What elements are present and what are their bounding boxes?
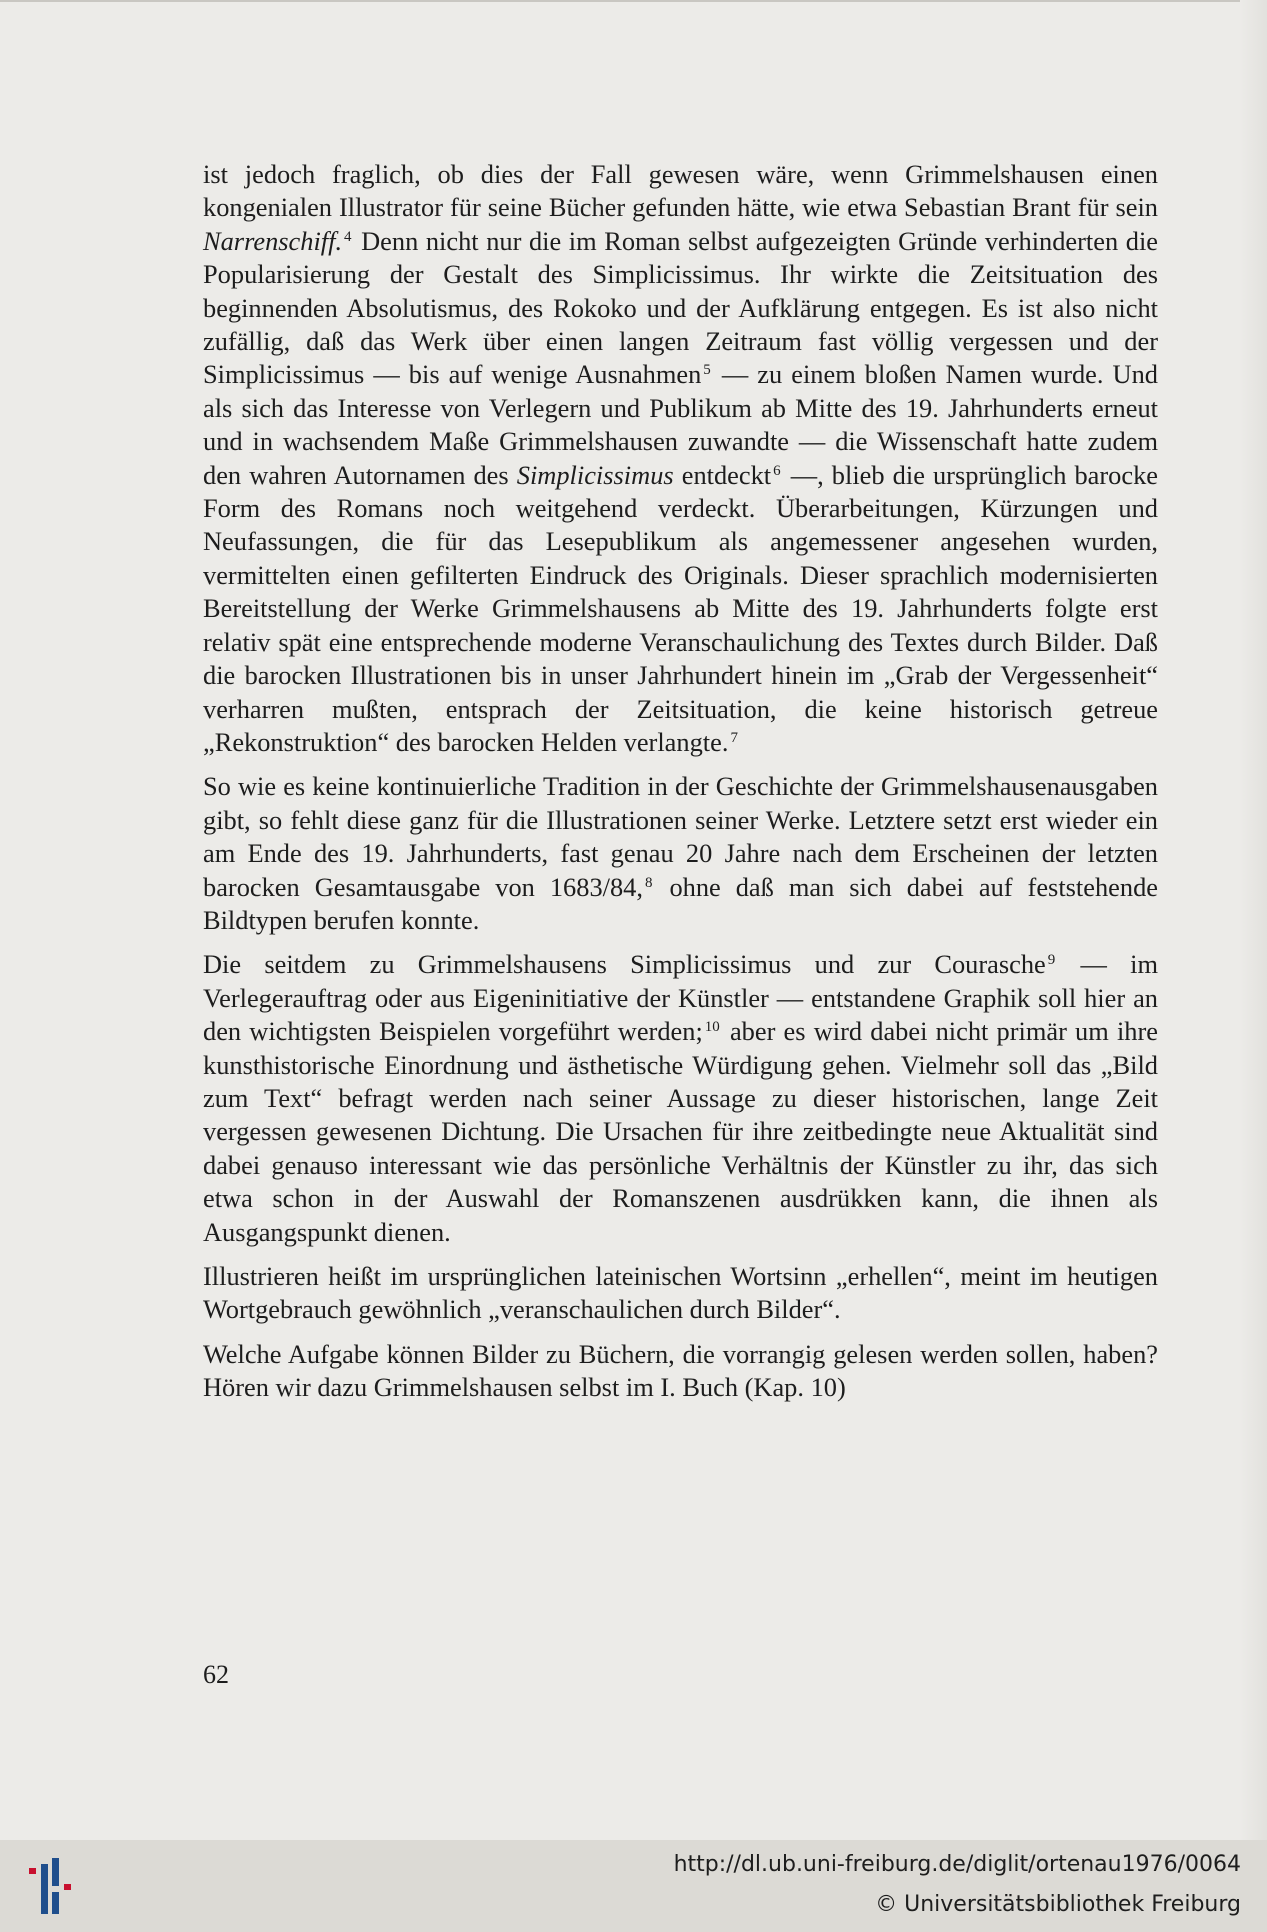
text-run: So wie es keine kontinuierliche Tradition in der Geschichte der Grimmelshausenausgaben gibt, so fehlt diese ganz für die Illustrationen seiner Werke. Letztere setzt erst wieder ein am Ende des 19. Jahrhunderts, fast genau 20 Jahre nach dem Erscheinen der letzten barocken Gesamtausgabe von 1683/84,	[203, 771, 1158, 902]
text-run: Denn nicht nur die im Roman selbst aufgezeigten Gründe verhinderten die Popularisierung der Gestalt des Simplicissimus. Ihr wirkte die Zeitsituation des beginnenden Absolutismus, des Rokoko und der Aufklärung entgegen. Es ist also nicht zufällig, daß das Werk über einen langen Zeitraum fast völlig vergessen und der Simplicissimus — bis auf wenige Ausnahmen	[203, 225, 1158, 390]
paragraph	[203, 770, 1158, 937]
text-run: aber es wird dabei nicht primär um ihre kunsthistorische Einordnung und ästhetische Würdigung gehen. Vielmehr soll das „Bild zum Text“ befragt werden nach seiner Aussage zu dieser historischen, lange Zeit vergessen gewesenen Dichtung. Die Ursachen für ihre zeitbedingte neue Aktualität sind dabei genauso interessant wie das persönliche Verhältnis der Künstler zu ihr, das sich etwa schon in der Auswahl der Romanszenen ausdrükken kann, die ihnen als Ausgangspunkt dienen.	[203, 1016, 1158, 1247]
italic-title: Narrenschiff.	[203, 225, 343, 256]
text-run: Die seitdem zu Grimmelshausens Simplicissimus und zur Courasche	[203, 949, 1046, 980]
text-run: Welche Aufgabe können Bilder zu Büchern, die vorrangig gelesen werden sollen, haben? Hören wir dazu Grimmelshausen selbst im I. Buch (Kap. 10)	[203, 1338, 1158, 1403]
logo-bar	[64, 1884, 71, 1890]
ub-freiburg-logo-icon[interactable]	[22, 1856, 78, 1918]
italic-title: Simplicissimus	[516, 459, 674, 490]
footnote-marker: 5	[703, 362, 711, 379]
text-run: ohne daß man sich dabei auf feststehende Bildtypen berufen konnte.	[203, 871, 1158, 935]
paragraph	[203, 1260, 1158, 1327]
page-number: 62	[203, 1660, 229, 1689]
footnote-marker: 7	[730, 729, 738, 746]
logo-bar	[29, 1868, 36, 1874]
body-text	[203, 158, 1158, 1405]
footnote-marker: 6	[773, 462, 781, 479]
text-run: — zu einem bloßen Namen wurde. Und als sich das Interesse von Verlegern und Publikum ab Mitte des 19. Jahrhunderts erneut und in wachsendem Maße Grimmelshausen zuwandte — die Wissenschaft hatte zudem den wahren Autornamen des	[203, 359, 1159, 490]
paragraph	[203, 158, 1158, 759]
footnote-marker: 4	[344, 228, 352, 245]
text-run: Illustrieren heißt im ursprünglichen lateinischen Wortsinn „erhellen“, meint im heutigen Wortgebrauch gewöhnlich „veranschaulichen durch Bilder“.	[203, 1261, 1158, 1325]
text-run: — im Verlegerauftrag oder aus Eigeninitiative der Künstler — entstandene Graphik soll hier an den wichtigsten Beispielen vorgeführt werden;	[203, 949, 1158, 1047]
text-run: —, blieb die ursprünglich barocke Form des Romans noch weitgehend verdeckt. Überarbeitungen, Kürzungen und Neufassungen, die für das Lesepublikum als angemessener angesehen wurden, vermittelten einen gefilterten Eindruck des Originals. Dieser sprachlich modernisierten Bereitstellung der Werke Grimmelshausens ab Mitte des 19. Jahrhunderts folgte erst relativ spät eine entsprechende moderne Veranschaulichung des Textes durch Bilder. Daß die barocken Illustrationen bis in unser Jahrhundert hinein im „Grab der Vergessenheit“ verharren mußten, entsprach der Zeitsituation, die keine historisch getreue „Rekonstruktion“ des barocken Helden verlangte.	[203, 459, 1158, 757]
footnote-marker: 9	[1047, 952, 1056, 969]
paragraph	[203, 1338, 1158, 1405]
footnote-marker: 8	[644, 874, 653, 891]
page-edge-shadow	[1240, 0, 1267, 1840]
logo-bar	[52, 1892, 59, 1914]
text-run: entdeckt	[673, 459, 772, 490]
text-run: ist jedoch fraglich, ob dies der Fall gewesen wäre, wenn Grimmelshausen einen kongenialen Illustrator für seine Bücher gefunden hätte, wie etwa Sebastian Brant für sein	[203, 159, 1158, 223]
paragraph	[203, 948, 1158, 1249]
footer-url-link[interactable]: http://dl.ub.uni-freiburg.de/diglit/ortenau1976/0064	[673, 1852, 1241, 1877]
footer-copyright: © Universitätsbibliothek Freiburg	[875, 1892, 1241, 1917]
footnote-marker: 10	[704, 1019, 720, 1036]
logo-bar	[52, 1858, 59, 1886]
page-top-edge	[0, 0, 1267, 2]
logo-bar	[41, 1864, 48, 1914]
